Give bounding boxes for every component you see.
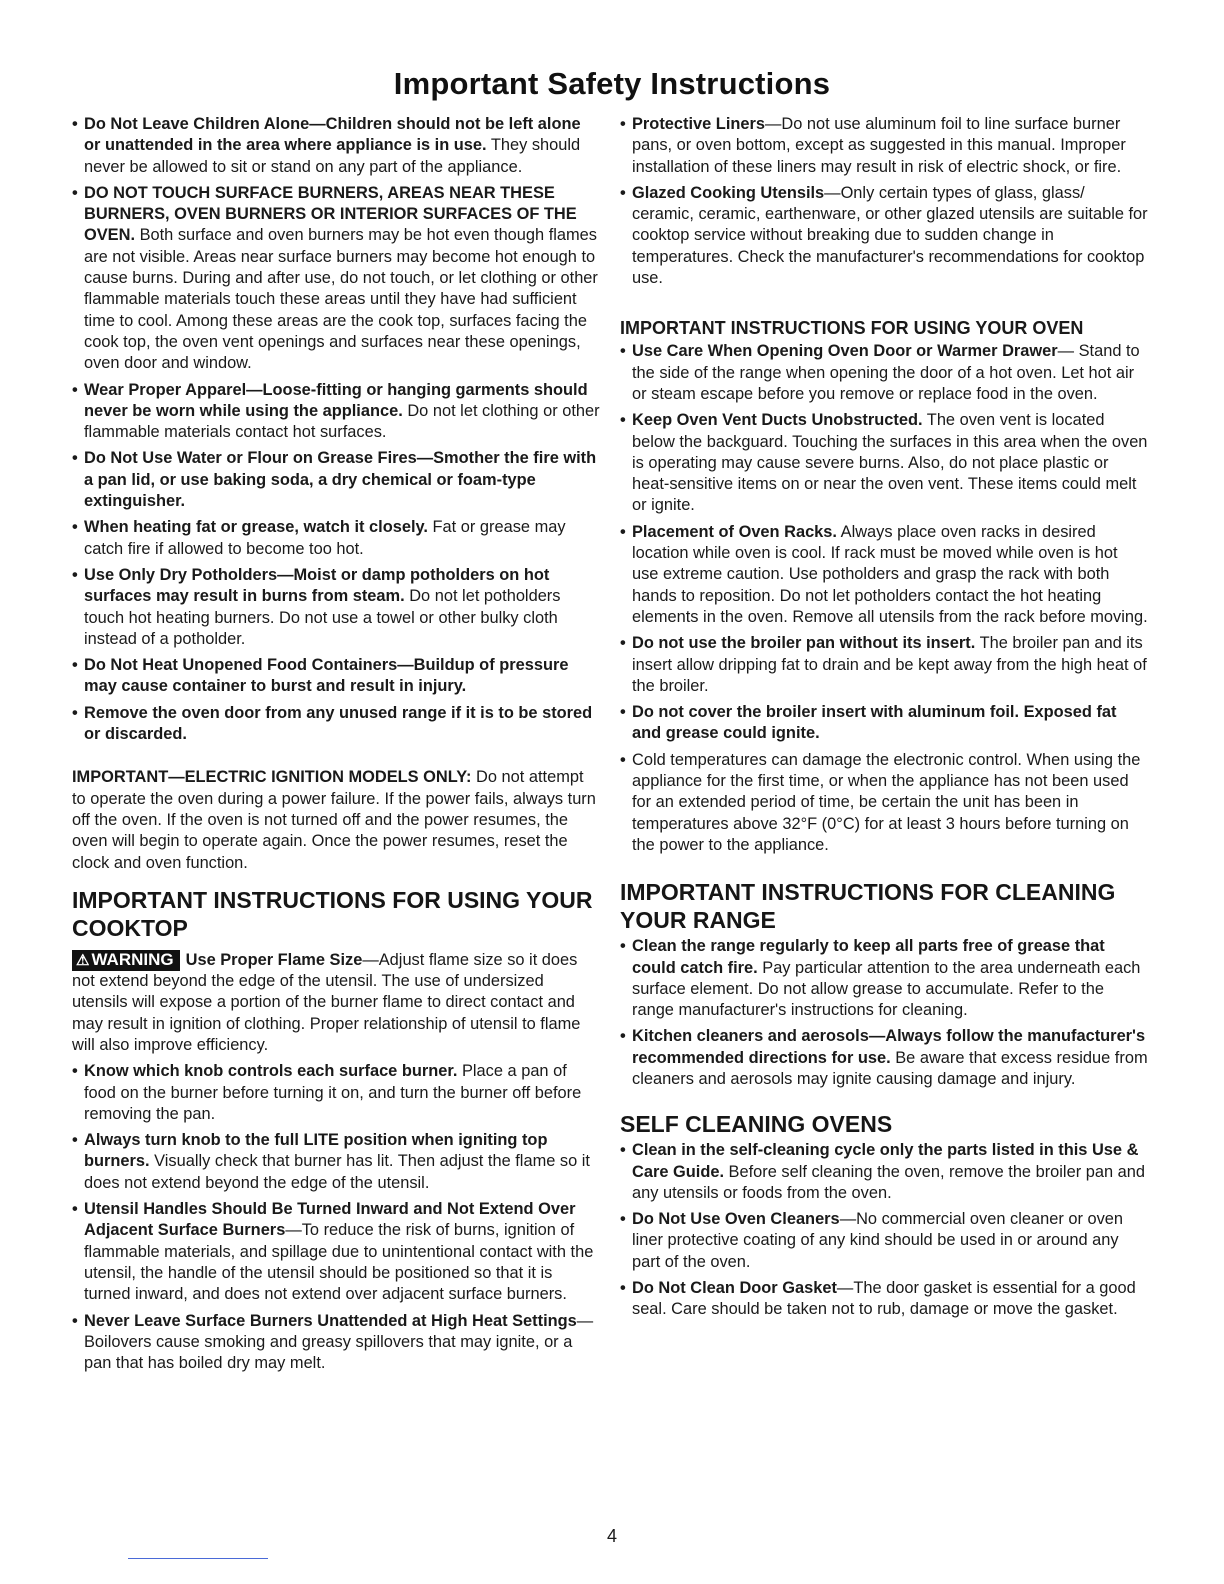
list-item: • Kitchen cleaners and aerosols—Always follow the manufacturer's recommended directions for use. Be aware that excess residue from cleaners and aerosols may ignite causing damage and injury. <box>620 1027 1148 1088</box>
list-item: • Clean the range regularly to keep all parts free of grease that could catch fire. Pay particular attention to the area underneath each surface element. Do not allow grease to accumulate. Refer to the range manufacturer's instructions for cleaning. <box>620 937 1141 1020</box>
list-item: • Know which knob controls each surface burner. Place a pan of food on the burner before turning it on, and turn the burner off before removing the pan. <box>72 1062 582 1123</box>
list-item: • Do Not Use Oven Cleaners—No commercial oven cleaner or oven liner protective coating of any kind should be used in or around any part of the oven. <box>620 1210 1124 1271</box>
warning-triangle-icon: ⚠ <box>76 951 90 969</box>
list-item: • DO NOT TOUCH SURFACE BURNERS, AREAS NEAR THESE BURNERS, OVEN BURNERS OR INTERIOR SURFACES OF THE OVEN. Both surface and oven burners may be hot even though flames are not visible. Areas near surface burners may become hot enough to cause burns. During and after use, do not touch, or let clothing or other flammable materials touch these areas until they have had sufficient time to cool. Among these areas are the cook top, surfaces facing the cook top, the oven vent openings and surfaces near these openings, oven door and window. <box>72 183 598 373</box>
cooktop-heading: IMPORTANT INSTRUCTIONS FOR USING YOUR COOKTOP <box>72 886 593 941</box>
list-item: • Remove the oven door from any unused range if it is to be stored or discarded. <box>72 703 593 744</box>
cleaning-heading: IMPORTANT INSTRUCTIONS FOR CLEANING YOUR RANGE <box>620 879 1116 934</box>
list-item: • Use Care When Opening Oven Door or Warmer Drawer— Stand to the side of the range when opening the door of a hot oven. Let hot air or steam escape before you remove or replace food in the oven. <box>620 342 1140 403</box>
list-item: • Do Not Use Water or Flour on Grease Fires—Smother the fire with a pan lid, or use baking soda, a dry chemical or foam-type extinguisher. <box>72 449 597 511</box>
list-item: • Clean in the self-cleaning cycle only the parts listed in this Use & Care Guide. Before self cleaning the oven, remove the broiler pan and any utensils or foods from the oven. <box>620 1141 1145 1202</box>
warning-badge: ⚠ WARNING <box>72 950 180 971</box>
list-item: • Cold temperatures can damage the electronic control. When using the appliance for the first time, or when the appliance has not been used for an extended period of time, be certain the unit has been in temperatures above 32°F (0°C) for at least 3 hours before turning on the power to the appliance. <box>620 750 1141 854</box>
right-column <box>620 114 1148 1326</box>
list-item: • Protective Liners—Do not use aluminum foil to line surface burner pans, or oven bottom, except as suggested in this manual. Improper installation of these liners may result in risk of electric shock, or fire. <box>620 115 1126 176</box>
list-item: • When heating fat or grease, watch it closely. Fat or grease may catch fire if allowed to become too hot. <box>72 518 566 558</box>
oven-heading: IMPORTANT INSTRUCTIONS FOR USING YOUR OVEN <box>620 318 1084 339</box>
page-number: 4 <box>606 1526 617 1546</box>
list-item: • Wear Proper Apparel—Loose-fitting or hanging garments should never be worn while using the appliance. Do not let clothing or other flammable materials contact hot surfaces. <box>72 380 600 442</box>
list-item: • Utensil Handles Should Be Turned Inward and Not Extend Over Adjacent Surface Burners—To reduce the risk of burns, ignition of flammable materials, and spillage due to unintentional contact with the utensil, the handle of the utensil should be positioned so that it is turned inward, and does not extend over adjacent surface burners. <box>72 1200 594 1304</box>
list-item: • Keep Oven Vent Ducts Unobstructed. The oven vent is located below the backguard. Touching the surfaces in this area when the oven is operating may cause severe burns. Also, do not place plastic or heat-sensitive items on or near the oven vent. These items could melt or ignite. <box>620 411 1148 515</box>
list-item: • Do Not Leave Children Alone—Children should not be left alone or unattended in the area where appliance is in use. They should never be allowed to sit or stand on any part of the appliance. <box>72 115 581 176</box>
footer-rule <box>128 1558 268 1559</box>
list-item: • Always turn knob to the full LITE position when igniting top burners. Visually check that burner has lit. Then adjust the flame so it does not extend beyond the edge of the utensil. <box>72 1131 590 1192</box>
electric-ignition-note: IMPORTANT—ELECTRIC IGNITION MODELS ONLY: Do not attempt to operate the oven during a power failure. If the power fails, always turn off the oven. If the oven is not turned off and the power resumes, the oven will begin to operate again. Once the power resumes, reset the clock and oven function. <box>72 768 596 872</box>
list-item: • Never Leave Surface Burners Unattended at High Heat Settings—Boilovers cause smoking and greasy spillovers that may ignite, or a pan that has boiled dry may melt. <box>72 1311 594 1373</box>
list-item: • Do not cover the broiler insert with aluminum foil. Exposed fat and grease could ignite. <box>620 703 1117 743</box>
list-item: • Do Not Heat Unopened Food Containers—Buildup of pressure may cause container to burst and result in injury. <box>72 656 569 696</box>
warning-paragraph: ⚠ WARNING Use Proper Flame Size—Adjust flame size so it does not extend beyond the edge of the utensil. The use of undersized utensils will expose a portion of the burner flame to direct contact and may result in ignition of clothing. Proper relationship of utensil to flame will also improve efficiency. <box>72 949 581 1054</box>
list-item: • Do Not Clean Door Gasket—The door gasket is essential for a good seal. Care should be taken not to rub, damage or move the gasket. <box>620 1279 1136 1319</box>
page-title: Important Safety Instructions <box>393 66 831 101</box>
list-item: • Glazed Cooking Utensils—Only certain types of glass, glass/ ceramic, ceramic, earthenware, or other glazed utensils are suitable for cooktop service without breaking due to sudden change in temperatures. Check the manufacturer's recommendations for cooktop use. <box>620 183 1148 288</box>
list-item: • Do not use the broiler pan without its insert. The broiler pan and its insert allow dripping fat to drain and be kept away from the high heat of the broiler. <box>620 634 1147 695</box>
list-item: • Use Only Dry Potholders—Moist or damp potholders on hot surfaces may result in burns from steam. Do not let potholders touch hot heating burners. Do not use a towel or other bulky cloth instead of a potholder. <box>72 565 561 648</box>
list-item: • Placement of Oven Racks. Always place oven racks in desired location while oven is cool. If rack must be moved while oven is hot use extreme caution. Use potholders and grasp the rack with both hands to reposition. Do not let potholders contact the hot heating elements in the oven. Remove all utensils from the rack before moving. <box>620 522 1148 626</box>
self-cleaning-heading: SELF CLEANING OVENS <box>620 1111 893 1138</box>
left-column <box>72 114 600 1379</box>
